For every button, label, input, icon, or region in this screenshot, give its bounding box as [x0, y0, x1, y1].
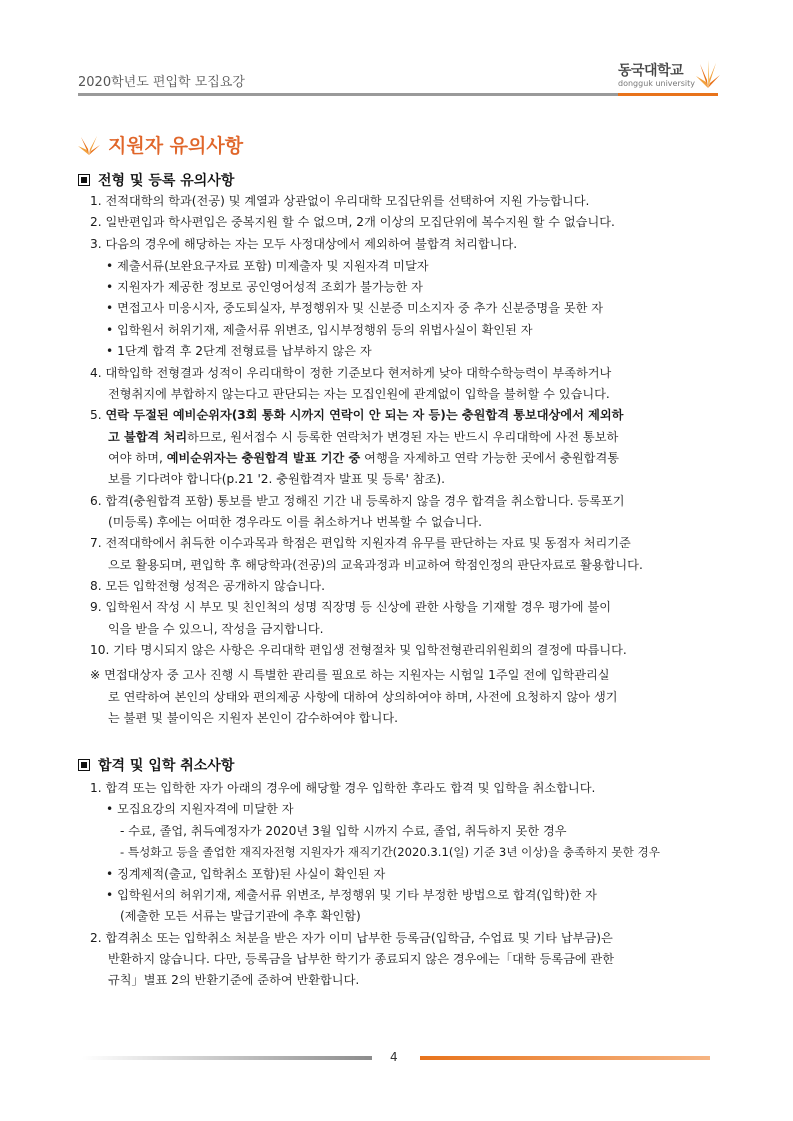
list-item-continued: 규칙」별표 2의 반환기준에 준하여 반환합니다.: [108, 973, 360, 987]
list-item-continued: [108, 450, 619, 466]
plain-text: 하므로, 원서접수 시 등록한 연락처가 변경된 자는 반드시 우리대학에 사전 통보하: [187, 430, 619, 444]
document-header-title: 2020학년도 편입학 모집요강: [78, 75, 245, 90]
list-item-continued: (미등록) 후에는 어떠한 경우라도 이를 취소하거나 번복할 수 없습니다.: [108, 515, 483, 529]
list-item: 2. 일반편입과 학사편입은 중복지원 할 수 없으며, 2개 이상의 모집단위에 복수지원 할 수 없습니다.: [90, 215, 615, 229]
subheading-cancellation: [78, 755, 234, 775]
list-item: 3. 다음의 경우에 해당하는 자는 모두 사정대상에서 제외하여 불합격 처리합니다.: [90, 237, 518, 251]
bullet-item: • 1단계 합격 후 2단계 전형료를 납부하지 않은 자: [106, 344, 372, 358]
list-item: 8. 모든 입학전형 성적은 공개하지 않습니다.: [90, 579, 326, 593]
bullet-item-continued: (제출한 모든 서류는 발급기관에 추후 확인함): [120, 909, 361, 923]
section-title: [78, 131, 243, 158]
bullet-item: • 징계제적(출교, 입학취소 포함)된 사실이 확인된 자: [106, 867, 386, 881]
header-rule-grey: [78, 93, 618, 96]
list-item: 1. 합격 또는 입학한 자가 아래의 경우에 해당할 경우 입학한 후라도 합격 및 입학을 취소합니다.: [90, 781, 596, 795]
list-item: 7. 전적대학에서 취득한 이수과목과 학점은 편입학 지원자격 유무를 판단하는 자료 및 동점자 처리기준: [90, 536, 631, 550]
lotus-bullet-icon: [78, 134, 100, 156]
footer-rule-orange: [420, 1056, 710, 1060]
subheading-text: 전형 및 등록 유의사항: [98, 173, 235, 189]
square-bullet-icon: [78, 759, 90, 771]
square-bullet-icon: [78, 174, 90, 186]
logo-text: 동국대학교: [618, 63, 684, 79]
item-number: 5.: [90, 408, 106, 422]
header-rule-orange: [618, 93, 718, 96]
list-item-continued: 전형취지에 부합하지 않는다고 판단되는 자는 모집인원에 관계없이 입학을 불허할 수 있습니다.: [108, 387, 610, 401]
bullet-item: • 제출서류(보완요구자료 포함) 미제출자 및 지원자격 미달자: [106, 259, 429, 273]
plain-text: 여야 하며,: [108, 451, 167, 465]
page-number: 4: [390, 1050, 398, 1064]
list-item: 2. 합격취소 또는 입학취소 처분을 받은 자가 이미 납부한 등록금(입학금, 수업료 및 기타 납부금)은: [90, 931, 613, 945]
section-title-text: 지원자 유의사항: [108, 135, 244, 157]
bullet-item: • 입학원서 허위기재, 제출서류 위변조, 입시부정행위 등의 위법사실이 확인된 자: [106, 323, 533, 337]
list-item-continued: 으로 활용되며, 편입학 후 해당학과(전공)의 교육과정과 비교하여 학점인정의 판단자료로 활용합니다.: [108, 558, 643, 572]
plain-text: 여행을 자제하고 연락 가능한 곳에서 충원합격통: [360, 451, 620, 465]
logo-subtext: dongguk university: [618, 79, 696, 88]
list-item-continued: 보를 기다려야 합니다(p.21 '2. 충원합격자 발표 및 등록' 참조).: [108, 472, 446, 486]
footer-rule-grey: [82, 1056, 372, 1060]
list-item-continued: 반환하지 않습니다. 다만, 등록금을 납부한 학기가 종료되지 않은 경우에는「대학 등록금에 관한: [108, 952, 615, 966]
sub-item: - 특성화고 등을 졸업한 재직자전형 지원자가 재직기간(2020.3.1(일) 기준 3년 이상)을 충족하지 못한 경우: [120, 845, 660, 859]
subheading-screening: [78, 170, 234, 190]
bullet-item: • 면접고사 미응시자, 중도퇴실자, 부정행위자 및 신분증 미소지자 중 추가 신분증명을 못한 자: [106, 301, 604, 315]
list-item-continued: 익을 받을 수 있으니, 작성을 금지합니다.: [108, 622, 324, 636]
bold-text: 고 불합격 처리: [108, 430, 188, 444]
list-item: 1. 전적대학의 학과(전공) 및 계열과 상관없이 우리대학 모집단위를 선택하여 지원 가능합니다.: [90, 194, 590, 208]
list-item: 9. 입학원서 작성 시 부모 및 친인척의 성명 직장명 등 신상에 관한 사항을 기재할 경우 평가에 불이: [90, 600, 611, 614]
list-item: 10. 기타 명시되지 않은 사항은 우리대학 편입생 전형절차 및 입학전형관리위원회의 결정에 따릅니다.: [90, 643, 627, 657]
bold-text: 예비순위자는 충원합격 발표 기간 중: [166, 451, 361, 465]
list-item-continued: [108, 429, 618, 445]
bullet-item: • 지원자가 제공한 정보로 공인영어성적 조회가 불가능한 자: [106, 280, 423, 294]
note-text: ※ 면접대상자 중 고사 진행 시 특별한 관리를 필요로 하는 지원자는 시험일 1주일 전에 입학관리실: [90, 668, 610, 682]
subheading-text: 합격 및 입학 취소사항: [98, 758, 235, 774]
university-logo: [618, 60, 718, 94]
note-text: 는 불편 및 불이익은 지원자 본인이 감수하여야 합니다.: [108, 711, 399, 725]
bullet-item: • 모집요강의 지원자격에 미달한 자: [106, 802, 294, 816]
list-item: 6. 합격(충원합격 포함) 통보를 받고 정해진 기간 내 등록하지 않을 경우 합격을 취소합니다. 등록포기: [90, 494, 625, 508]
bold-text: 연락 두절된 예비순위자(3회 통화 시까지 연락이 안 되는 자 등)는 충원합격 통보대상에서 제외하: [105, 408, 624, 422]
bullet-item: • 입학원서의 허위기재, 제출서류 위변조, 부정행위 및 기타 부정한 방법으로 합격(입학)한 자: [106, 888, 597, 902]
list-item: 4. 대학입학 전형결과 성적이 우리대학이 정한 기준보다 현저하게 낮아 대학수학능력이 부족하거나: [90, 366, 612, 380]
list-item: [90, 407, 623, 423]
lotus-logo-icon: [696, 60, 720, 90]
note-text: 로 연락하여 본인의 상태와 편의제공 사항에 대하여 상의하여야 하며, 사전에 요청하지 않아 생기: [108, 690, 618, 704]
sub-item: - 수료, 졸업, 취득예정자가 2020년 3월 입학 시까지 수료, 졸업, 취득하지 못한 경우: [120, 824, 567, 838]
